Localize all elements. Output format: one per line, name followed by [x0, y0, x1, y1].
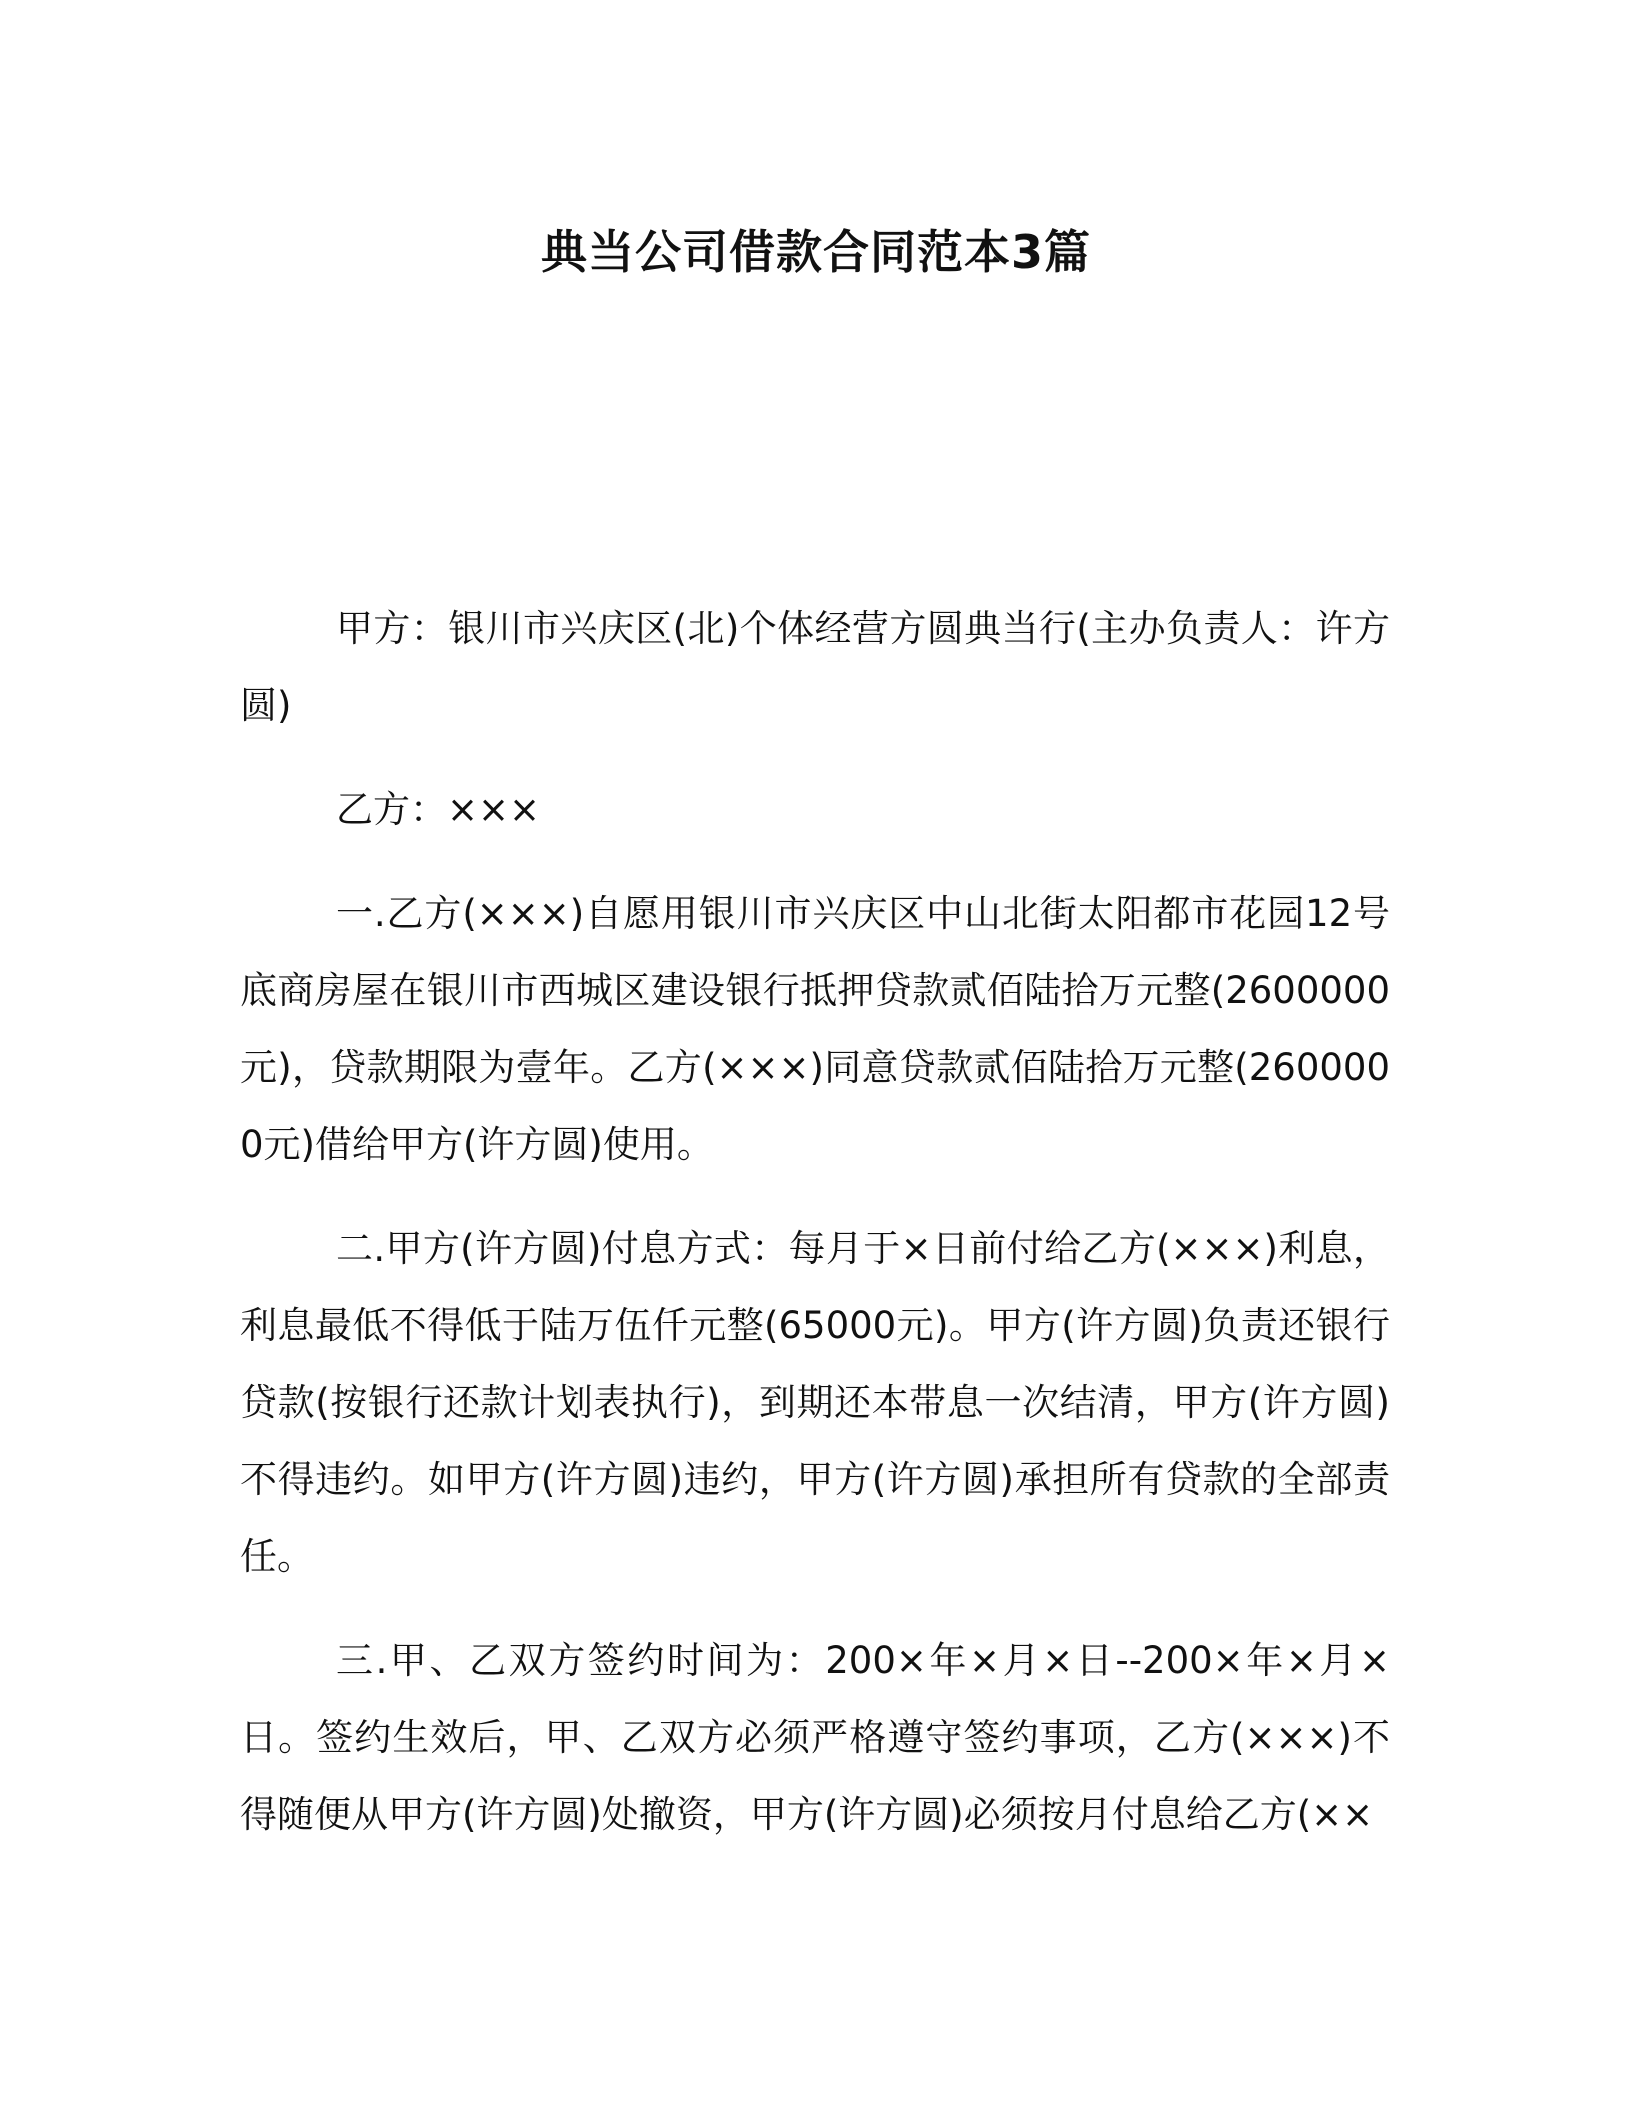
party-a-paragraph: 甲方：银川市兴庆区(北)个体经营方圆典当行(主办负责人：许方圆): [240, 607, 1390, 727]
document-body: [240, 590, 1390, 1880]
clause-two-paragraph: 二.甲方(许方圆)付息方式：每月于×日前付给乙方(×××)利息，利息最低不得低于陆万伍仟元整(65000元)。甲方(许方圆)负责还银行贷款(按银行还款计划表执行)，到期还本带息一次结清，甲方(许方圆)不得违约。如甲方(许方圆)违约，甲方(许方圆)承担所有贷款的全部责任。: [240, 1227, 1390, 1578]
document-title: 典当公司借款合同范本3篇: [540, 225, 1091, 279]
party-b-paragraph: 乙方：×××: [336, 788, 541, 831]
clause-one-paragraph: 一.乙方(×××)自愿用银川市兴庆区中山北街太阳都市花园12号底商房屋在银川市西城区建设银行抵押贷款贰佰陆拾万元整(2600000元)，贷款期限为壹年。乙方(×××)同意贷款贰佰陆拾万元整(2600000元)借给甲方(许方圆)使用。: [240, 892, 1390, 1166]
clause-three-paragraph: 三.甲、乙双方签约时间为：200×年×月×日--200×年×月×日。签约生效后，甲、乙双方必须严格遵守签约事项，乙方(×××)不得随便从甲方(许方圆)处撤资，甲方(许方圆)必须按月付息给乙方(××: [240, 1639, 1390, 1836]
